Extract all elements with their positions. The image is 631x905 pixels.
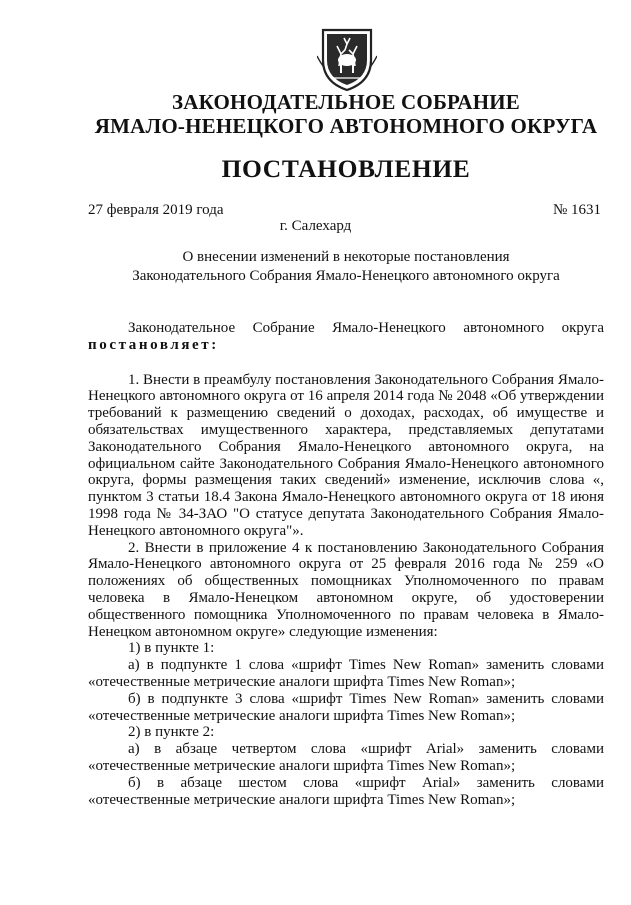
intro-paragraph: Законодательное Собрание Ямало-Ненецкого автономного округа bbox=[128, 320, 604, 336]
postanovlyaet-text: постановляет: bbox=[88, 336, 219, 353]
subitem-1b-paragraph: б) в подпункте 3 слова «шрифт Times New Roman» заменить словами «отечественные метрические аналоги шрифта Times New Roman»; bbox=[88, 690, 604, 724]
subitem-2b-paragraph: б) в абзаце шестом слова «шрифт Arial» заменить словами «отечественные метрические аналоги шрифта Times New Roman»; bbox=[88, 774, 604, 808]
subitem-2-heading: 2) в пункте 2: bbox=[128, 724, 215, 741]
subitem-2a-paragraph: а) в абзаце четвертом слова «шрифт Arial» заменить словами «отечественные метрические аналоги шрифта Times New Roman»; bbox=[88, 741, 604, 774]
coat-of-arms-emblem bbox=[317, 26, 377, 92]
subitem-1-heading: 1) в пункте 1: bbox=[128, 640, 215, 657]
resolution-verb bbox=[88, 337, 604, 354]
document-city: г. Салехард bbox=[279, 218, 352, 234]
document-type-title: ПОСТАНОВЛЕНИЕ bbox=[221, 154, 471, 183]
subject-line-2: Законодательного Собрания Ямало-Ненецкого автономного округа bbox=[132, 268, 560, 284]
item-2-paragraph: 2. Внести в приложение 4 к постановлению Законодательного Собрания Ямало-Ненецкого автономного округа от 25 февраля 2016 года № 259 «О положениях об общественных помощниках Уполномоченного по правам человека в Ямало-Ненецком автономном округе, об удостоверении общественного помощника Уполномоченного по правам человека в Ямало-Ненецком автономном округе» следующие изменения: bbox=[88, 539, 604, 640]
document-number: № 1631 bbox=[552, 202, 601, 218]
organization-name-line2: ЯМАЛО-НЕНЕЦКОГО АВТОНОМНОГО ОКРУГА bbox=[94, 114, 598, 138]
document-subject bbox=[60, 248, 631, 286]
item-1-paragraph: 1. Внести в преамбулу постановления Законодательного Собрания Ямало-Ненецкого автономного округа от 16 апреля 2014 года № 2048 «Об утверждении требований к размещению сведений о доходах, расходах, об имуществе и обязательствах имущественного характера, представляемых депутатами Законодательного Собрания Ямало-Ненецкого автономного округа, на официальном сайте Законодательного Собрания Ямало-Ненецкого автономного округа, формы размещения таких сведений» изменение, исключив слова «, пунктом 3 статьи 18.4 Закона Ямало-Ненецкого автономного округа от 18 июня 1998 года № 34-ЗАО "О статусе депутата Законодательного Собрания Ямало-Ненецкого автономного округа"». bbox=[88, 371, 604, 539]
subject-line-1: О внесении изменений в некоторые постановления bbox=[182, 249, 510, 265]
document-body bbox=[88, 320, 604, 808]
subitem-1a-paragraph: а) в подпункте 1 слова «шрифт Times New Roman» заменить словами «отечественные метрические аналоги шрифта Times New Roman»; bbox=[88, 657, 604, 690]
document-date: 27 февраля 2019 года bbox=[88, 202, 224, 218]
organization-name-line1: ЗАКОНОДАТЕЛЬНОЕ СОБРАНИЕ bbox=[171, 90, 521, 114]
